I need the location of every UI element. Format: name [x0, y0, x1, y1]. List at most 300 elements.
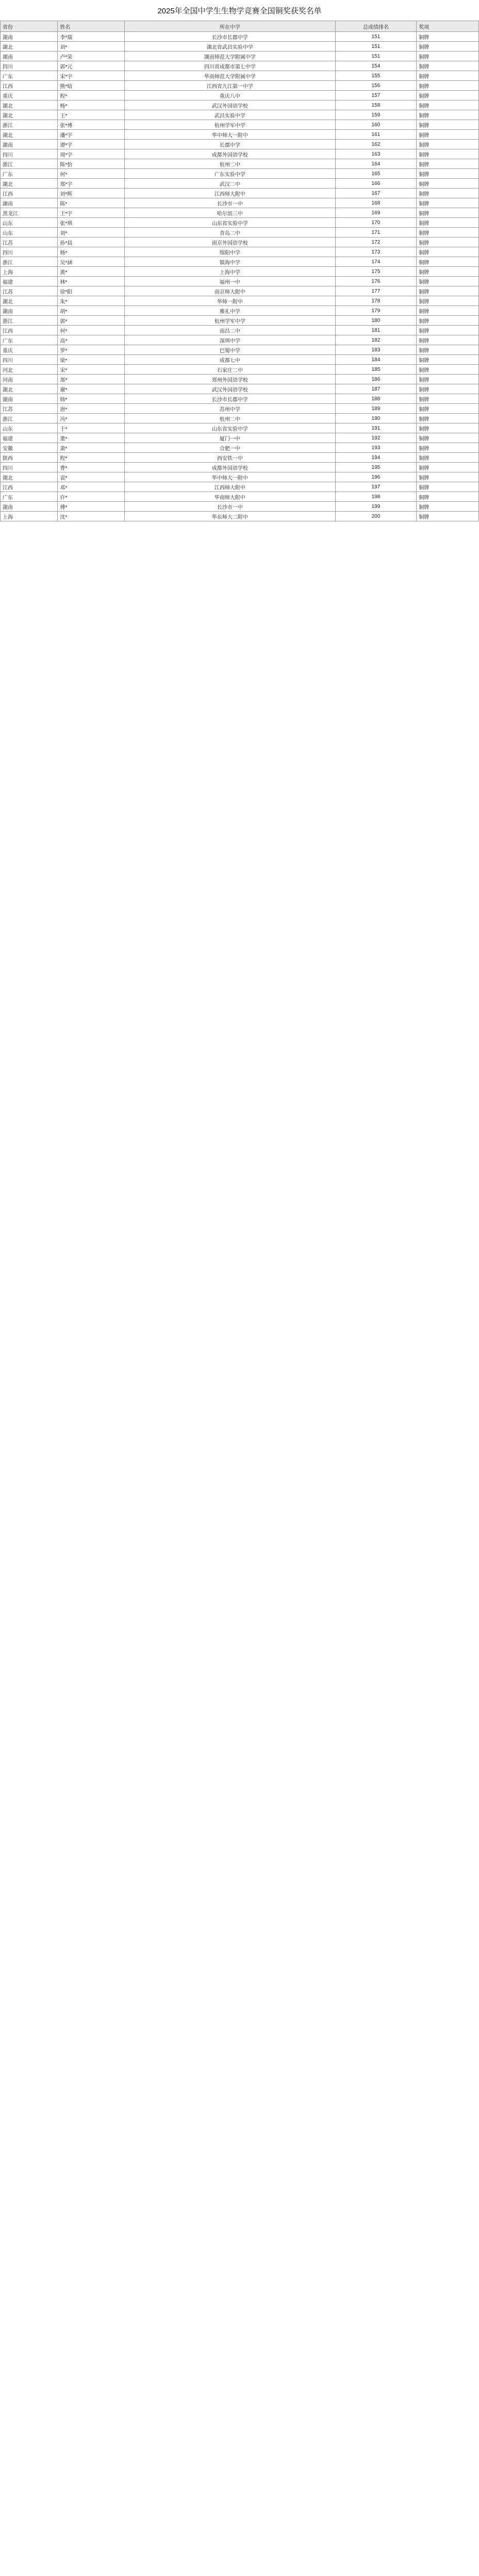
table-row	[1, 482, 479, 492]
table-row	[1, 32, 479, 42]
cell-name: 高*	[58, 335, 125, 345]
table-row	[1, 52, 479, 61]
cell-name: 卢*荣	[58, 52, 125, 61]
cell-school: 山东省实验中学	[125, 218, 335, 228]
table-row	[1, 100, 479, 110]
cell-school: 华师一附中	[125, 296, 335, 306]
header-award: 奖项	[417, 21, 479, 32]
cell-rank: 187	[335, 384, 417, 394]
table-row	[1, 257, 479, 267]
cell-rank: 175	[335, 267, 417, 277]
cell-name: 王*	[58, 110, 125, 120]
cell-province: 湖北	[1, 472, 58, 482]
table-row	[1, 61, 479, 71]
cell-name: 何*	[58, 326, 125, 335]
table-row	[1, 355, 479, 365]
cell-award: 铜牌	[417, 482, 479, 492]
cell-school: 山东省实验中学	[125, 423, 335, 433]
award-list-page	[0, 0, 479, 521]
cell-award: 铜牌	[417, 130, 479, 140]
cell-province: 江苏	[1, 404, 58, 414]
award-table	[0, 21, 479, 521]
cell-rank: 173	[335, 247, 417, 257]
cell-award: 铜牌	[417, 512, 479, 521]
cell-rank: 163	[335, 149, 417, 159]
cell-school: 巴蜀中学	[125, 345, 335, 355]
cell-province: 湖北	[1, 110, 58, 120]
cell-award: 铜牌	[417, 375, 479, 384]
cell-rank: 176	[335, 277, 417, 286]
cell-name: 袁*	[58, 472, 125, 482]
cell-award: 铜牌	[417, 218, 479, 228]
cell-province: 湖南	[1, 394, 58, 404]
cell-name: 熊*晗	[58, 81, 125, 91]
cell-school: 杭州学军中学	[125, 120, 335, 130]
table-row	[1, 179, 479, 189]
cell-province: 湖北	[1, 42, 58, 52]
cell-rank: 199	[335, 502, 417, 512]
cell-rank: 200	[335, 512, 417, 521]
cell-name: 杨*	[58, 100, 125, 110]
cell-province: 湖南	[1, 52, 58, 61]
table-row	[1, 120, 479, 130]
cell-province: 江西	[1, 326, 58, 335]
header-rank: 总成绩排名	[335, 21, 417, 32]
cell-award: 铜牌	[417, 140, 479, 149]
cell-province: 湖北	[1, 100, 58, 110]
cell-province: 浙江	[1, 257, 58, 267]
cell-school: 合肥一中	[125, 443, 335, 453]
cell-rank: 155	[335, 71, 417, 81]
cell-school: 武昌实验中学	[125, 110, 335, 120]
cell-school: 华中师大一附中	[125, 130, 335, 140]
cell-award: 铜牌	[417, 355, 479, 365]
cell-award: 铜牌	[417, 198, 479, 208]
cell-school: 南京师大附中	[125, 286, 335, 296]
cell-award: 铜牌	[417, 326, 479, 335]
cell-rank: 178	[335, 296, 417, 306]
cell-rank: 195	[335, 463, 417, 472]
cell-name: 郑*	[58, 375, 125, 384]
cell-award: 铜牌	[417, 345, 479, 355]
cell-name: 冯*	[58, 414, 125, 423]
table-row	[1, 512, 479, 521]
cell-rank: 158	[335, 100, 417, 110]
table-row	[1, 238, 479, 247]
header-province: 省份	[1, 21, 58, 32]
title-row	[0, 0, 479, 21]
cell-name: 罗*	[58, 345, 125, 355]
table-row	[1, 198, 479, 208]
header-school: 所在中学	[125, 21, 335, 32]
cell-award: 铜牌	[417, 404, 479, 414]
cell-province: 浙江	[1, 316, 58, 326]
cell-school: 长沙市一中	[125, 502, 335, 512]
table-row	[1, 189, 479, 198]
cell-school: 江西省九江第一中学	[125, 81, 335, 91]
cell-name: 刘*	[58, 228, 125, 238]
cell-school: 华东师大二附中	[125, 512, 335, 521]
cell-award: 铜牌	[417, 335, 479, 345]
cell-rank: 159	[335, 110, 417, 120]
cell-rank: 184	[335, 355, 417, 365]
cell-award: 铜牌	[417, 247, 479, 257]
cell-rank: 166	[335, 179, 417, 189]
cell-school: 石家庄二中	[125, 365, 335, 375]
cell-award: 铜牌	[417, 414, 479, 423]
cell-school: 长沙市长郡中学	[125, 394, 335, 404]
cell-province: 四川	[1, 247, 58, 257]
cell-rank: 169	[335, 208, 417, 218]
cell-award: 铜牌	[417, 52, 479, 61]
cell-province: 四川	[1, 149, 58, 159]
cell-province: 江西	[1, 189, 58, 198]
cell-rank: 183	[335, 345, 417, 355]
table-row	[1, 443, 479, 453]
cell-rank: 156	[335, 81, 417, 91]
table-row	[1, 296, 479, 306]
cell-province: 山东	[1, 228, 58, 238]
cell-rank: 193	[335, 443, 417, 453]
cell-award: 铜牌	[417, 502, 479, 512]
table-row	[1, 433, 479, 443]
cell-name: 邓*	[58, 482, 125, 492]
table-row	[1, 492, 479, 502]
cell-province: 江苏	[1, 238, 58, 247]
cell-school: 雅礼中学	[125, 306, 335, 316]
cell-province: 湖南	[1, 502, 58, 512]
cell-rank: 194	[335, 453, 417, 463]
cell-award: 铜牌	[417, 208, 479, 218]
cell-school: 厦门一中	[125, 433, 335, 443]
cell-school: 湖北省武昌实验中学	[125, 42, 335, 52]
cell-province: 上海	[1, 512, 58, 521]
cell-rank: 161	[335, 130, 417, 140]
cell-school: 重庆八中	[125, 91, 335, 100]
table-row	[1, 423, 479, 433]
table-row	[1, 394, 479, 404]
cell-rank: 167	[335, 189, 417, 198]
cell-rank: 192	[335, 433, 417, 443]
table-row	[1, 149, 479, 159]
cell-award: 铜牌	[417, 433, 479, 443]
cell-name: 朱*	[58, 296, 125, 306]
cell-award: 铜牌	[417, 257, 479, 267]
cell-school: 福州一中	[125, 277, 335, 286]
page-title: 2025年全国中学生生物学竞赛全国铜奖获奖名单	[157, 6, 322, 15]
cell-province: 江西	[1, 482, 58, 492]
cell-rank: 172	[335, 238, 417, 247]
cell-school: 湖南师范大学附属中学	[125, 52, 335, 61]
cell-province: 湖南	[1, 198, 58, 208]
cell-name: 于*	[58, 423, 125, 433]
cell-name: 宋*	[58, 365, 125, 375]
cell-province: 湖北	[1, 179, 58, 189]
cell-province: 湖南	[1, 140, 58, 149]
cell-province: 重庆	[1, 345, 58, 355]
cell-name: 徐*阳	[58, 286, 125, 296]
cell-school: 青岛二中	[125, 228, 335, 238]
table-row	[1, 169, 479, 179]
cell-rank: 186	[335, 375, 417, 384]
cell-award: 铜牌	[417, 267, 479, 277]
cell-rank: 180	[335, 316, 417, 326]
cell-rank: 151	[335, 52, 417, 61]
cell-province: 湖南	[1, 32, 58, 42]
cell-name: 何*	[58, 169, 125, 179]
table-row	[1, 91, 479, 100]
cell-name: 程*	[58, 91, 125, 100]
cell-school: 西安铁一中	[125, 453, 335, 463]
cell-award: 铜牌	[417, 316, 479, 326]
cell-rank: 182	[335, 335, 417, 345]
table-row	[1, 228, 479, 238]
cell-award: 铜牌	[417, 492, 479, 502]
cell-name: 傅*	[58, 502, 125, 512]
table-row	[1, 502, 479, 512]
cell-name: 董*	[58, 433, 125, 443]
cell-rank: 174	[335, 257, 417, 267]
cell-award: 铜牌	[417, 365, 479, 375]
cell-name: 谭*宇	[58, 140, 125, 149]
cell-name: 潘*宇	[58, 130, 125, 140]
cell-province: 江西	[1, 81, 58, 91]
cell-province: 上海	[1, 267, 58, 277]
cell-province: 湖北	[1, 130, 58, 140]
table-row	[1, 414, 479, 423]
table-row	[1, 159, 479, 169]
cell-award: 铜牌	[417, 169, 479, 179]
cell-award: 铜牌	[417, 100, 479, 110]
cell-rank: 151	[335, 42, 417, 52]
cell-school: 深圳中学	[125, 335, 335, 345]
cell-school: 镇海中学	[125, 257, 335, 267]
table-row	[1, 218, 479, 228]
cell-rank: 181	[335, 326, 417, 335]
cell-rank: 168	[335, 198, 417, 208]
cell-name: 刘*辉	[58, 189, 125, 198]
table-row	[1, 472, 479, 482]
cell-name: 谢*	[58, 384, 125, 394]
cell-name: 沈*	[58, 512, 125, 521]
cell-award: 铜牌	[417, 463, 479, 472]
cell-rank: 185	[335, 365, 417, 375]
cell-award: 铜牌	[417, 159, 479, 169]
header-name: 姓名	[58, 21, 125, 32]
cell-province: 广东	[1, 492, 58, 502]
table-row	[1, 267, 479, 277]
cell-province: 福建	[1, 277, 58, 286]
cell-school: 长沙市长郡中学	[125, 32, 335, 42]
cell-name: 王*宇	[58, 208, 125, 218]
cell-school: 成都外国语学校	[125, 463, 335, 472]
cell-school: 绵阳中学	[125, 247, 335, 257]
cell-province: 安徽	[1, 443, 58, 453]
cell-rank: 188	[335, 394, 417, 404]
cell-name: 郑*宇	[58, 179, 125, 189]
cell-province: 福建	[1, 433, 58, 443]
cell-name: 吴*涵	[58, 257, 125, 267]
table-row	[1, 345, 479, 355]
table-row	[1, 326, 479, 335]
cell-rank: 171	[335, 228, 417, 238]
cell-rank: 189	[335, 404, 417, 414]
cell-rank: 162	[335, 140, 417, 149]
cell-award: 铜牌	[417, 81, 479, 91]
table-row	[1, 130, 479, 140]
cell-rank: 198	[335, 492, 417, 502]
cell-school: 江西师大附中	[125, 189, 335, 198]
cell-award: 铜牌	[417, 443, 479, 453]
cell-award: 铜牌	[417, 42, 479, 52]
cell-award: 铜牌	[417, 120, 479, 130]
table-row	[1, 463, 479, 472]
cell-province: 四川	[1, 355, 58, 365]
cell-school: 成都外国语学校	[125, 149, 335, 159]
cell-province: 河北	[1, 365, 58, 375]
cell-name: 陈*怡	[58, 159, 125, 169]
cell-province: 河南	[1, 375, 58, 384]
table-row	[1, 365, 479, 375]
cell-province: 湖南	[1, 306, 58, 316]
cell-school: 杭州二中	[125, 414, 335, 423]
cell-school: 武汉外国语学校	[125, 384, 335, 394]
table-row	[1, 71, 479, 81]
cell-school: 长沙市一中	[125, 198, 335, 208]
cell-province: 山东	[1, 423, 58, 433]
cell-school: 郑州外国语学校	[125, 375, 335, 384]
cell-name: 张*博	[58, 120, 125, 130]
cell-rank: 197	[335, 482, 417, 492]
table-row	[1, 140, 479, 149]
table-row	[1, 306, 479, 316]
cell-name: 胡*	[58, 306, 125, 316]
cell-province: 四川	[1, 463, 58, 472]
cell-school: 广东实验中学	[125, 169, 335, 179]
table-row	[1, 110, 479, 120]
cell-rank: 164	[335, 159, 417, 169]
table-row	[1, 316, 479, 326]
cell-school: 长郡中学	[125, 140, 335, 149]
cell-school: 成都七中	[125, 355, 335, 365]
cell-province: 浙江	[1, 414, 58, 423]
cell-province: 陕西	[1, 453, 58, 463]
cell-award: 铜牌	[417, 149, 479, 159]
table-header-row	[1, 21, 479, 32]
cell-award: 铜牌	[417, 189, 479, 198]
cell-name: 萧*	[58, 443, 125, 453]
cell-school: 华南师大附中	[125, 492, 335, 502]
cell-award: 铜牌	[417, 110, 479, 120]
cell-name: 孙*晨	[58, 238, 125, 247]
cell-rank: 165	[335, 169, 417, 179]
cell-name: 刘*	[58, 42, 125, 52]
table-row	[1, 277, 479, 286]
cell-name: 周*宇	[58, 149, 125, 159]
cell-name: 许*	[58, 492, 125, 502]
cell-province: 山东	[1, 218, 58, 228]
cell-name: 杨*	[58, 247, 125, 257]
cell-school: 武汉二中	[125, 179, 335, 189]
table-row	[1, 335, 479, 345]
cell-rank: 151	[335, 32, 417, 42]
cell-school: 杭州二中	[125, 159, 335, 169]
cell-award: 铜牌	[417, 32, 479, 42]
cell-name: 宋*宇	[58, 71, 125, 81]
table-row	[1, 453, 479, 463]
cell-rank: 170	[335, 218, 417, 228]
cell-school: 南昌二中	[125, 326, 335, 335]
cell-rank: 177	[335, 286, 417, 296]
cell-award: 铜牌	[417, 228, 479, 238]
cell-award: 铜牌	[417, 61, 479, 71]
cell-province: 广东	[1, 71, 58, 81]
cell-award: 铜牌	[417, 306, 479, 316]
cell-school: 苏州中学	[125, 404, 335, 414]
cell-award: 铜牌	[417, 179, 479, 189]
cell-name: 郭*	[58, 316, 125, 326]
cell-award: 铜牌	[417, 296, 479, 306]
cell-name: 黄*	[58, 267, 125, 277]
cell-name: 张*琪	[58, 218, 125, 228]
cell-name: 唐*	[58, 404, 125, 414]
table-row	[1, 247, 479, 257]
cell-name: 梁*	[58, 355, 125, 365]
cell-award: 铜牌	[417, 453, 479, 463]
cell-school: 武汉外国语学校	[125, 100, 335, 110]
cell-province: 黑龙江	[1, 208, 58, 218]
cell-province: 湖北	[1, 384, 58, 394]
table-row	[1, 42, 479, 52]
cell-province: 重庆	[1, 91, 58, 100]
table-row	[1, 208, 479, 218]
cell-province: 江苏	[1, 286, 58, 296]
cell-rank: 157	[335, 91, 417, 100]
cell-name: 曹*	[58, 463, 125, 472]
cell-rank: 191	[335, 423, 417, 433]
table-body	[1, 32, 479, 521]
table-row	[1, 375, 479, 384]
table-row	[1, 286, 479, 296]
cell-name: 林*	[58, 277, 125, 286]
cell-school: 四川省成都市第七中学	[125, 61, 335, 71]
cell-name: 李*瑞	[58, 32, 125, 42]
cell-school: 南京外国语学校	[125, 238, 335, 247]
table-row	[1, 81, 479, 91]
cell-name: 韩*	[58, 394, 125, 404]
cell-province: 湖北	[1, 296, 58, 306]
cell-rank: 179	[335, 306, 417, 316]
cell-province: 广东	[1, 169, 58, 179]
cell-province: 浙江	[1, 159, 58, 169]
cell-award: 铜牌	[417, 71, 479, 81]
cell-award: 铜牌	[417, 91, 479, 100]
cell-province: 广东	[1, 335, 58, 345]
cell-name: 郭*元	[58, 61, 125, 71]
cell-rank: 160	[335, 120, 417, 130]
cell-award: 铜牌	[417, 394, 479, 404]
cell-name: 陈*	[58, 198, 125, 208]
cell-award: 铜牌	[417, 277, 479, 286]
cell-rank: 196	[335, 472, 417, 482]
cell-school: 杭州学军中学	[125, 316, 335, 326]
cell-school: 哈尔滨三中	[125, 208, 335, 218]
cell-award: 铜牌	[417, 286, 479, 296]
cell-school: 江西师大附中	[125, 482, 335, 492]
cell-award: 铜牌	[417, 472, 479, 482]
cell-school: 上海中学	[125, 267, 335, 277]
cell-province: 四川	[1, 61, 58, 71]
